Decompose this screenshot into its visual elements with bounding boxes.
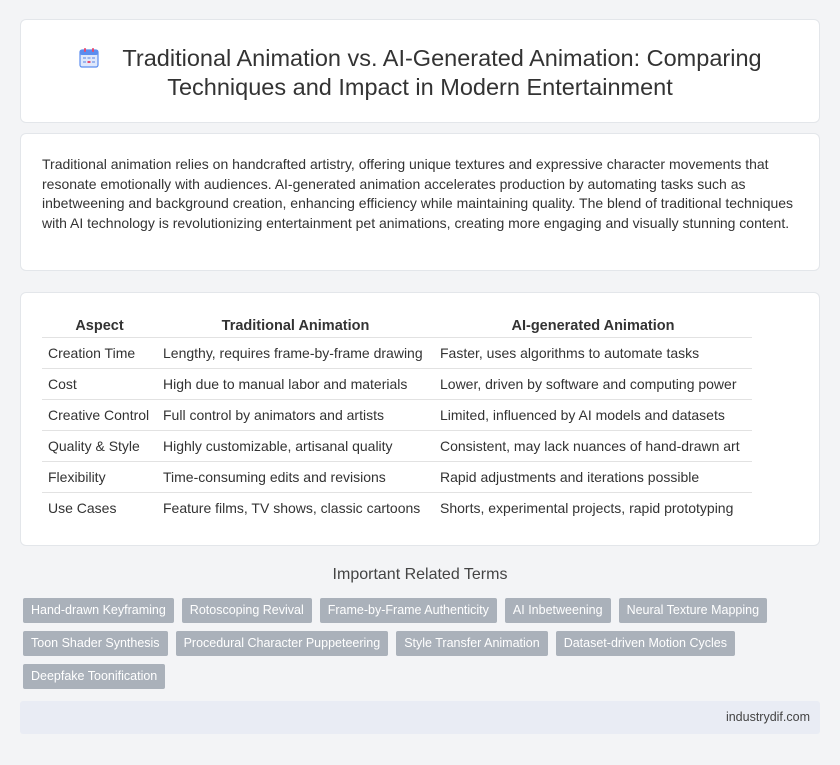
row-aspect: Cost [42,368,157,399]
intro-paragraph: Traditional animation relies on handcrafted artistry, offering unique textures and expressive character movements that resonate emotionally with audiences. AI-generated animation accelerates production by automating tasks such as inbetweening and background creation, enhancing efficiency while maintaining quality. The blend of traditional techniques with AI technology is revolutionizing entertainment pet animations, creating more engaging and visually stunning content. [42,156,794,231]
row-ai: Rapid adjustments and iterations possible [434,461,752,492]
tag-frame-by-frame-authenticity[interactable]: Frame-by-Frame Authenticity [320,598,497,623]
table-row [42,399,752,430]
comparison-table [42,316,752,523]
comparison-card [20,292,820,546]
calendar-icon [78,47,100,69]
tag-procedural-character-puppeteering[interactable]: Procedural Character Puppeteering [176,631,389,656]
tag-neural-texture-mapping[interactable]: Neural Texture Mapping [619,598,767,623]
row-aspect: Creation Time [42,337,157,368]
related-terms-title: Important Related Terms [332,566,508,583]
table-row [42,461,752,492]
row-ai: Lower, driven by software and computing power [434,368,752,399]
row-traditional: High due to manual labor and materials [157,368,434,399]
row-ai: Shorts, experimental projects, rapid prototyping [440,499,734,516]
page-title: Traditional Animation vs. AI-Generated Animation: Comparing Techniques and Impact in Modern Entertainment [122,45,762,100]
row-ai: Faster, uses algorithms to automate tasks [434,337,752,368]
related-terms-tags [23,598,813,689]
row-traditional: Feature films, TV shows, classic cartoons [163,499,421,516]
row-traditional: Lengthy, requires frame-by-frame drawing [157,337,434,368]
row-aspect: Quality & Style [42,430,157,461]
tag-ai-inbetweening[interactable]: AI Inbetweening [505,598,611,623]
row-traditional: Full control by animators and artists [157,399,434,430]
tag-style-transfer-animation[interactable]: Style Transfer Animation [396,631,547,656]
tag-hand-drawn-keyframing[interactable]: Hand-drawn Keyframing [23,598,174,623]
row-traditional: Time-consuming edits and revisions [157,461,434,492]
row-aspect: Flexibility [42,461,157,492]
title-card [20,19,820,123]
footer [20,701,820,734]
row-ai: Limited, influenced by AI models and datasets [434,399,752,430]
row-aspect: Use Cases [48,499,117,516]
row-traditional: Highly customizable, artisanal quality [157,430,434,461]
table-row [42,492,752,523]
tag-dataset-driven-motion-cycles[interactable]: Dataset-driven Motion Cycles [556,631,735,656]
row-ai: Consistent, may lack nuances of hand-drawn art [434,430,752,461]
table-row [42,430,752,461]
row-aspect: Creative Control [42,399,157,430]
tag-toon-shader-synthesis[interactable]: Toon Shader Synthesis [23,631,168,656]
page-title-wrap [21,44,819,102]
header-aspect: Aspect [42,316,157,337]
footer-site-link[interactable]: industrydif.com [725,710,810,724]
tag-deepfake-toonification[interactable]: Deepfake Toonification [23,664,165,689]
table-header-row [42,316,752,337]
header-ai: AI-generated Animation [434,316,752,337]
table-row [42,368,752,399]
tag-rotoscoping-revival[interactable]: Rotoscoping Revival [182,598,312,623]
table-row [42,337,752,368]
intro-card [20,133,820,271]
header-traditional: Traditional Animation [157,316,434,337]
